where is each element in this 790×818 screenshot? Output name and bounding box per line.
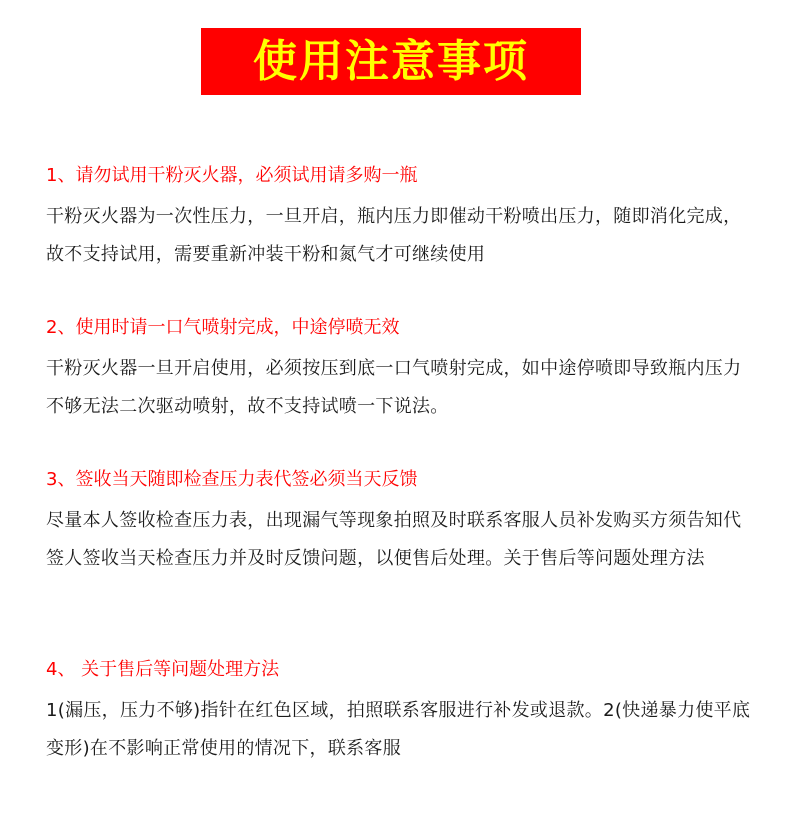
notice-section-2 bbox=[46, 313, 756, 426]
section-heading: 2、使用时请一口气喷射完成，中途停喷无效 bbox=[46, 317, 400, 338]
title-banner bbox=[201, 28, 581, 95]
section-body: 尽量本人签收检查压力表，出现漏气等现象拍照及时联系客服人员补发购买方须告知代签人签收当天检查压力并及时反馈问题，以便售后处理。关于售后等问题处理方法 bbox=[46, 510, 742, 569]
section-heading: 1、请勿试用干粉灭火器，必须试用请多购一瓶 bbox=[46, 165, 418, 186]
page-title: 使用注意事项 bbox=[253, 35, 529, 87]
section-heading: 4、 关于售后等问题处理方法 bbox=[46, 659, 280, 680]
notice-section-3 bbox=[46, 465, 756, 578]
section-heading: 3、签收当天随即检查压力表代签必须当天反馈 bbox=[46, 469, 418, 490]
section-body: 干粉灭火器一旦开启使用，必须按压到底一口气喷射完成，如中途停喷即导致瓶内压力不够无法二次驱动喷射，故不支持试喷一下说法。 bbox=[46, 358, 742, 417]
notice-section-1 bbox=[46, 161, 756, 274]
notice-section-4 bbox=[46, 655, 756, 768]
section-body: 1(漏压，压力不够)指针在红色区域，拍照联系客服进行补发或退款。2(快递暴力使平底变形)在不影响正常使用的情况下，联系客服 bbox=[46, 700, 751, 759]
section-body: 干粉灭火器为一次性压力，一旦开启，瓶内压力即催动干粉喷出压力，随即消化完成，故不支持试用，需要重新冲装干粉和氮气才可继续使用 bbox=[46, 206, 742, 265]
